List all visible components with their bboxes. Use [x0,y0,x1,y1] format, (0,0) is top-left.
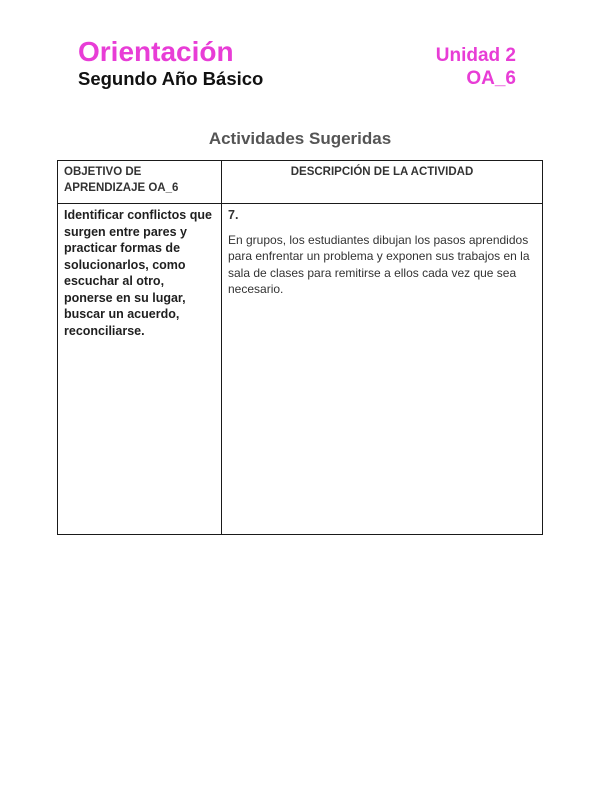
objective-cell: Identificar conflictos que surgen entre pares y practicar formas de solucionarlos, como escuchar al otro, ponerse en su lugar, buscar un acuerdo, reconciliarse. [58,204,222,535]
document-header [78,36,516,96]
header-description: DESCRIPCIÓN DE LA ACTIVIDAD [222,161,543,204]
activity-cell [222,204,543,535]
section-title: Actividades Sugeridas [208,129,392,148]
objective-code-label: OA_6 [466,68,516,89]
unit-label: Unidad 2 [435,45,516,66]
activity-number: 7. [228,208,239,222]
table-row [58,204,543,535]
grade-subtitle: Segundo Año Básico [78,68,264,89]
header-objective: OBJETIVO DE APRENDIZAJE OA_6 [58,161,222,204]
subject-title: Orientación [78,36,234,67]
table-header-row [58,161,543,204]
activity-description: En grupos, los estudiantes dibujan los pasos aprendidos para enfrentar un problema y exponen sus trabajos en la sala de clases para remitirse a ellos cada vez que sea necesario. [228,232,530,296]
activities-table [57,160,543,535]
